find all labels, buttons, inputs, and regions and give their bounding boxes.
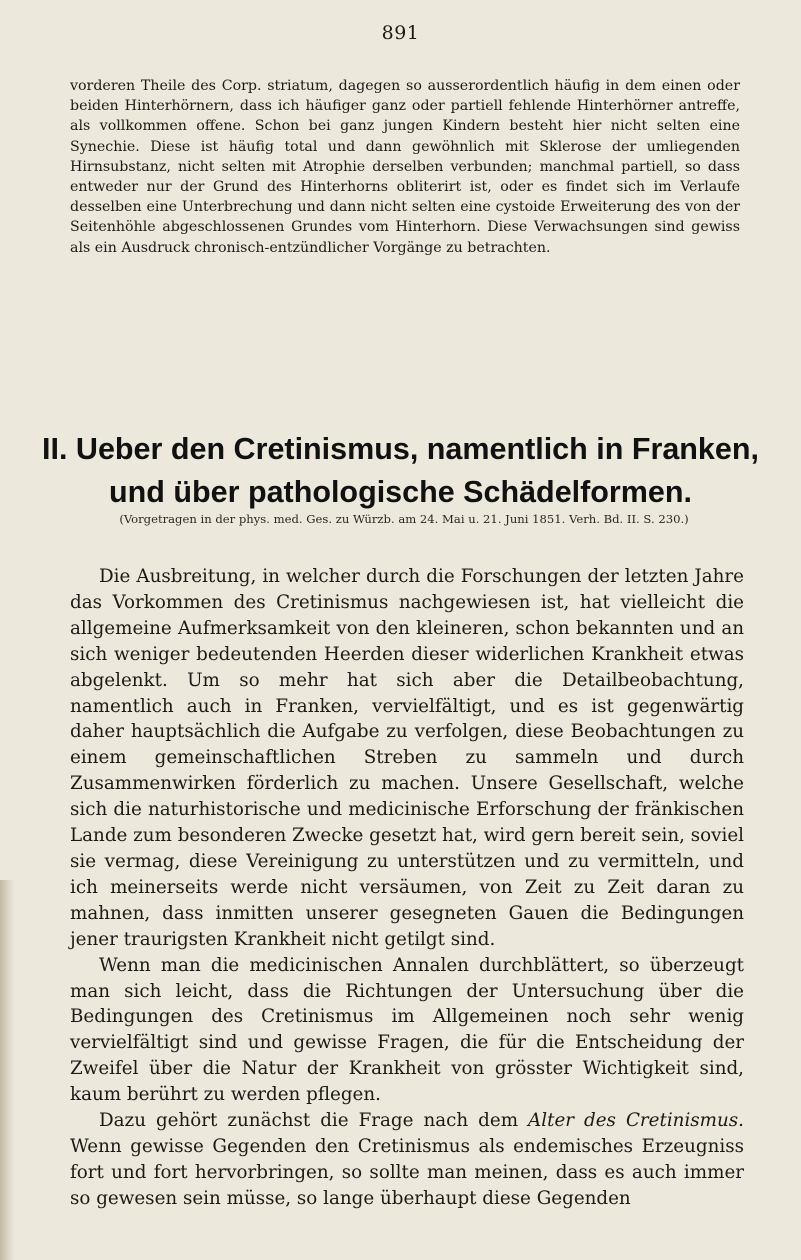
body-paragraph-3-start: Dazu gehört zunächst die Frage nach dem — [99, 1110, 529, 1132]
emphasis-alter-des-cretinismus: Alter des Cretinismus. — [528, 1110, 744, 1132]
intro-paragraph: vorderen Theile des Corp. striatum, dagegen so ausserordentlich häufig in dem einen oder beiden Hinterhörnern, dass ich häufiger ganz oder partiell fehlende Hinterhörner antreffe, als vollkommen offene. Schon bei ganz jungen Kindern besteht hier nicht selten eine Synechie. Diese ist häufig total und dann gewöhnlich mit Sklerose der umliegenden Hirnsubstanz, nicht selten mit Atrophie derselben verbunden; manchmal partiell, so dass entweder nur der Grund des Hinterhorns obliterirt ist, oder es findet sich im Verlaufe desselben eine Unterbrechung und dann nicht selten eine cystoide Erweiterung des von der Seitenhöhle abgeschlossenen Grundes vom Hinterhorn. Diese Verwachsungen sind gewiss als ein Ausdruck chronisch-entzündlicher Vorgänge zu betrachten. — [70, 78, 740, 256]
body-text-block — [70, 564, 744, 1212]
page-edge-shadow — [0, 880, 14, 1260]
body-paragraph-3 — [70, 1108, 744, 1212]
page-number: 891 — [381, 22, 420, 44]
body-paragraph-1: Die Ausbreitung, in welcher durch die Forschungen der letzten Jahre das Vorkommen des Cretinismus nachgewiesen ist, hat vielleicht die allgemeine Aufmerksamkeit von den kleineren, schon bekannten und an sich weniger bedeutenden Heerden dieser widerlichen Krankheit etwas abgelenkt. Um so mehr hat sich aber die Detailbeobachtung, namentlich auch in Franken, vervielfältigt, und es ist gegenwärtig daher hauptsächlich die Aufgabe zu verfolgen, diese Beobachtungen zu einem gemeinschaftlichen Streben zu sammeln und durch Zusammenwirken förderlich zu machen. Unsere Gesellschaft, welche sich die naturhistorische und medicinische Erforschung der fränkischen Lande zum besonderen Zwecke gesetzt hat, wird gern bereit sein, soviel sie vermag, diese Vereinigung zu unterstützen und zu vermitteln, und ich meinerseits werde nicht versäumen, von Zeit zu Zeit daran zu mahnen, dass inmitten unserer gesegneten Gauen die Bedingungen jener traurigsten Krankheit nicht getilgt sind. — [70, 566, 745, 950]
body-paragraph-2: Wenn man die medicinischen Annalen durchblättert, so überzeugt man sich leicht, dass die Richtungen der Untersuchung über die Bedingungen des Cretinismus im Allgemeinen noch sehr wenig vervielfältigt sind und gewisse Fragen, die für die Entscheidung der Zweifel über die Natur der Krankheit von grösster Wichtigkeit sind, kaum berührt zu werden pflegen. — [70, 954, 744, 1106]
section-heading — [40, 428, 761, 514]
section-heading-line-1: II. Ueber den Cretinismus, namentlich in Franken, — [42, 432, 759, 466]
intro-text-block — [70, 76, 740, 258]
meeting-note: (Vorgetragen in der phys. med. Ges. zu Würzb. am 24. Mai u. 21. Juni 1851. Verh. Bd. II. S. 230.) — [119, 512, 689, 526]
section-heading-line-2: und über pathologische Schädelformen. — [109, 475, 692, 509]
body-paragraph-3-rest: Wenn gewisse Gegenden den Cretinismus als endemisches Erzeugniss fort und fort hervorbringen, so sollte man meinen, dass es auch immer so gewesen sein müsse, so lange überhaupt diese Gegenden — [70, 1135, 744, 1209]
